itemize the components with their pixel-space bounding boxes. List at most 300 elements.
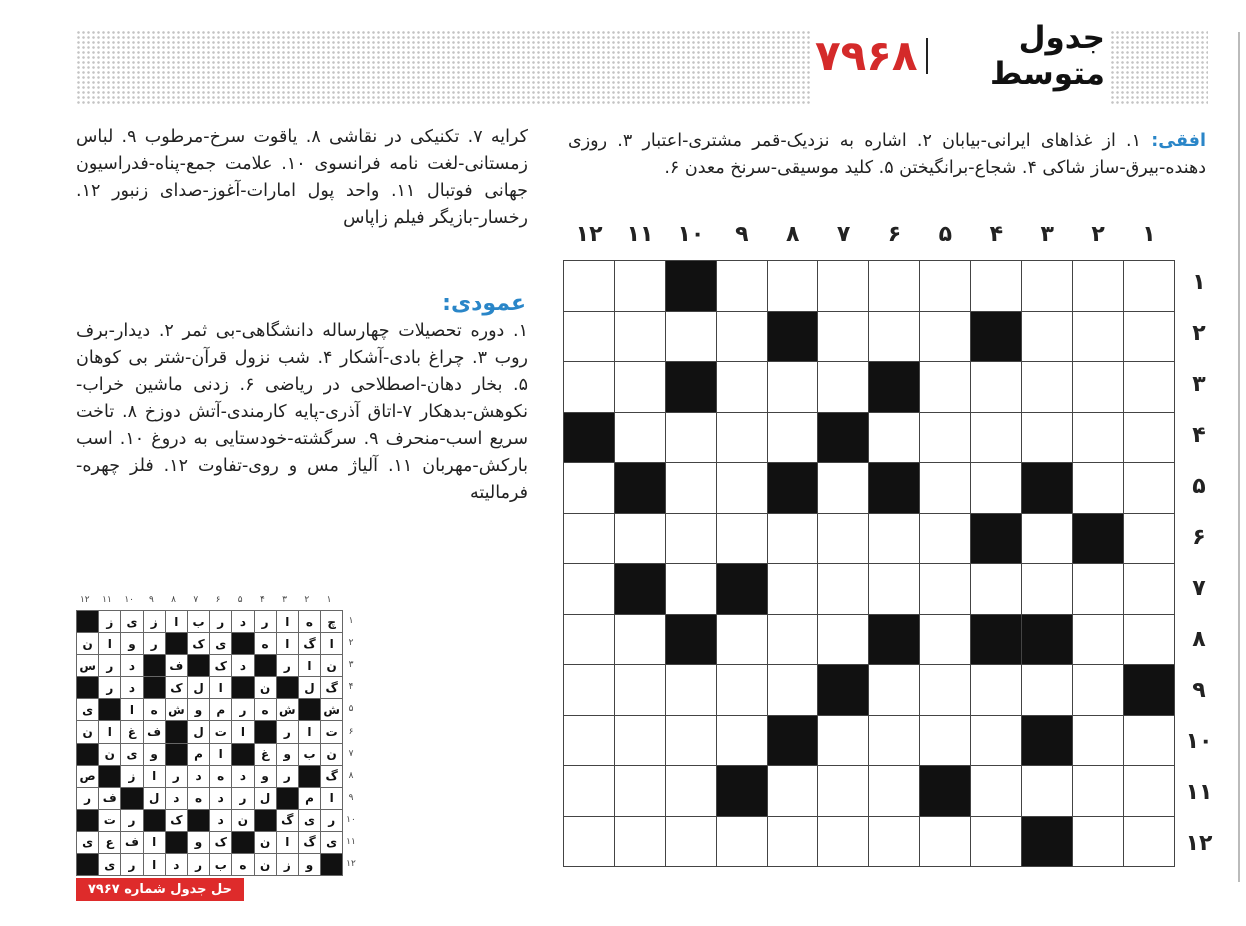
solution-cell: ا [276, 831, 298, 853]
solution-cell: د [187, 765, 209, 787]
grid-row [564, 362, 1175, 413]
solution-cell: ه [210, 765, 232, 787]
grid-cell-black [1022, 816, 1073, 867]
grid-cell[interactable] [1123, 513, 1174, 564]
solution-cell: د [232, 611, 254, 633]
solution-column-number: ۲ [304, 595, 310, 605]
grid-cell[interactable] [920, 816, 971, 867]
grid-cell-black [665, 362, 716, 413]
solution-cell: ف [99, 787, 121, 809]
solution-row [77, 611, 343, 633]
column-number: ۷ [836, 222, 851, 247]
grid-cell[interactable] [716, 362, 767, 413]
solution-cell-black [165, 721, 187, 743]
solution-cell: ه [254, 633, 276, 655]
grid-cell[interactable] [1123, 362, 1174, 413]
solution-cell: ت [99, 809, 121, 831]
solution-row-number: ۵ [348, 704, 354, 715]
solution-cell: د [232, 765, 254, 787]
column-number: ۱ [1142, 222, 1156, 247]
crossword-grid [563, 260, 1175, 867]
solution-cell: و [121, 633, 143, 655]
solution-row [77, 721, 343, 743]
solution-cell-black [276, 677, 298, 699]
grid-cell[interactable] [1072, 261, 1123, 312]
grid-cell[interactable] [716, 715, 767, 766]
grid-cell[interactable] [614, 715, 665, 766]
column-number: ۱۲ [575, 222, 603, 247]
solution-row-number: ۱۰ [346, 814, 356, 825]
grid-cell[interactable] [1123, 816, 1174, 867]
solution-cell: ب [298, 743, 320, 765]
solution-cell: ر [187, 854, 209, 876]
solution-cell: ا [298, 721, 320, 743]
row-number: ۲ [1192, 321, 1206, 346]
column-number: ۹ [735, 222, 749, 247]
grid-cell[interactable] [716, 513, 767, 564]
solution-column-number: ۴ [259, 595, 265, 605]
grid-cell[interactable] [920, 665, 971, 716]
solution-cell: ه [187, 787, 209, 809]
solution-cell: ش [321, 699, 343, 721]
grid-cell[interactable] [1022, 261, 1073, 312]
solution-row [77, 787, 343, 809]
solution-cell: ل [143, 787, 165, 809]
grid-cell[interactable] [920, 715, 971, 766]
solution-cell: ر [121, 809, 143, 831]
grid-cell[interactable] [1072, 362, 1123, 413]
solution-cell: ن [321, 655, 343, 677]
solution-cell: و [143, 743, 165, 765]
grid-cell-black [1072, 513, 1123, 564]
solution-cell-black [165, 743, 187, 765]
solution-row [77, 765, 343, 787]
grid-cell-black [564, 412, 615, 463]
solution-cell: ا [321, 633, 343, 655]
grid-cell[interactable] [869, 564, 920, 615]
solution-column-number: ۸ [171, 595, 177, 605]
column-number: ۱۱ [626, 222, 654, 247]
solution-cell-black [298, 765, 320, 787]
grid-cell[interactable] [971, 665, 1022, 716]
solution-row [77, 677, 343, 699]
solution-cell: ن [254, 831, 276, 853]
grid-cell[interactable] [564, 816, 615, 867]
solution-cell: ا [276, 611, 298, 633]
grid-cell-black [869, 614, 920, 665]
grid-cell[interactable] [716, 311, 767, 362]
solution-cell: ک [165, 677, 187, 699]
grid-row [564, 564, 1175, 615]
grid-cell[interactable] [665, 311, 716, 362]
grid-cell[interactable] [971, 412, 1022, 463]
puzzle-title: جدول متوسط [990, 20, 1105, 92]
solution-row [77, 655, 343, 677]
grid-cell[interactable] [920, 463, 971, 514]
solution-cell: ک [187, 633, 209, 655]
grid-cell[interactable] [920, 412, 971, 463]
grid-cell[interactable] [971, 362, 1022, 413]
solution-cell: ن [254, 677, 276, 699]
grid-cell[interactable] [767, 766, 818, 817]
solution-cell: چ [321, 611, 343, 633]
grid-cell[interactable] [614, 261, 665, 312]
grid-cell[interactable] [920, 614, 971, 665]
solution-cell: م [187, 743, 209, 765]
solution-row [77, 831, 343, 853]
row-number: ۸ [1192, 627, 1206, 652]
column-number: ۶ [887, 222, 902, 247]
solution-cell: ر [232, 787, 254, 809]
solution-cell: ا [143, 854, 165, 876]
solution-cell: د [210, 809, 232, 831]
grid-cell[interactable] [818, 766, 869, 817]
solution-cell: ر [77, 787, 99, 809]
solution-cell-black [77, 809, 99, 831]
solution-cell: گ [276, 809, 298, 831]
column-number: ۱۰ [677, 222, 705, 247]
grid-cell[interactable] [818, 715, 869, 766]
grid-cell[interactable] [564, 513, 615, 564]
solution-cell: ی [321, 831, 343, 853]
grid-cell[interactable] [971, 766, 1022, 817]
grid-cell[interactable] [869, 513, 920, 564]
grid-cell[interactable] [971, 463, 1022, 514]
grid-cell[interactable] [1072, 715, 1123, 766]
grid-cell[interactable] [614, 311, 665, 362]
solution-cell: ر [121, 854, 143, 876]
grid-cell[interactable] [818, 564, 869, 615]
grid-cell-black [614, 463, 665, 514]
grid-cell[interactable] [767, 412, 818, 463]
grid-cell-black [767, 715, 818, 766]
grid-cell[interactable] [1022, 311, 1073, 362]
grid-cell[interactable] [614, 665, 665, 716]
grid-cell[interactable] [564, 715, 615, 766]
grid-cell[interactable] [1072, 766, 1123, 817]
solution-column-number: ۹ [148, 595, 154, 605]
solution-cell: ر [254, 611, 276, 633]
solution-cell: و [276, 743, 298, 765]
solution-cell: م [210, 699, 232, 721]
grid-cell[interactable] [818, 261, 869, 312]
grid-cell[interactable] [869, 665, 920, 716]
solution-cell: و [254, 765, 276, 787]
solution-cell-black [77, 611, 99, 633]
solution-row [77, 854, 343, 876]
row-number: ۶ [1192, 525, 1206, 550]
solution-cell: ش [276, 699, 298, 721]
grid-row [564, 816, 1175, 867]
solution-cell: م [298, 787, 320, 809]
grid-cell-black [818, 665, 869, 716]
grid-cell[interactable] [564, 362, 615, 413]
grid-cell[interactable] [665, 412, 716, 463]
solution-cell: ف [143, 721, 165, 743]
grid-cell[interactable] [1123, 614, 1174, 665]
solution-cell: ر [276, 721, 298, 743]
grid-cell[interactable] [1072, 564, 1123, 615]
solution-cell: گ [321, 677, 343, 699]
grid-cell[interactable] [564, 261, 615, 312]
solution-cell: د [165, 854, 187, 876]
vertical-clues-text: ۱. دوره تحصیلات چهارساله دانشگاهی-بی ثمر ۲. دیدار-برف روب ۳. چراغ بادی-آشکار ۴. شب نزول قرآن-شتر بی کوهان ۵. بخار دهان-اصطلاحی در ریاضی ۶. زدنی ماشین خراب-نکوهش-بدهکار ۷-اتاق آذری-پایه کارمندی-آتش دوزخ ۸. تاخت سریع اسب-منحرف ۹. سرگشته-خودستایی به دروغ ۱۰. اسب بارکش-مهربان ۱۱. آلیاژ مس و روی-تفاوت ۱۲. فلز چهره-فرمالیته [76, 321, 529, 503]
grid-cell[interactable] [1022, 766, 1073, 817]
row-number: ۱۰ [1185, 729, 1213, 754]
grid-cell[interactable] [716, 261, 767, 312]
grid-cell[interactable] [1072, 665, 1123, 716]
solution-cell: ی [77, 699, 99, 721]
grid-row [564, 513, 1175, 564]
grid-cell[interactable] [564, 564, 615, 615]
solution-cell: ا [298, 655, 320, 677]
grid-cell-black [869, 362, 920, 413]
grid-cell[interactable] [1123, 766, 1174, 817]
grid-cell[interactable] [614, 614, 665, 665]
solution-cell: ن [254, 854, 276, 876]
grid-cell[interactable] [1072, 816, 1123, 867]
solution-cell: ت [321, 721, 343, 743]
grid-cell[interactable] [818, 614, 869, 665]
grid-cell[interactable] [1022, 665, 1073, 716]
grid-cell[interactable] [1022, 362, 1073, 413]
solution-cell-black [121, 787, 143, 809]
solution-cell: ر [321, 809, 343, 831]
header-dot-pattern-left [76, 30, 811, 106]
grid-cell[interactable] [818, 311, 869, 362]
solution-cell: ف [121, 831, 143, 853]
grid-cell[interactable] [1072, 463, 1123, 514]
grid-cell-black [716, 766, 767, 817]
grid-cell[interactable] [716, 665, 767, 716]
grid-cell-black [665, 614, 716, 665]
grid-cell-black [818, 412, 869, 463]
title-separator [926, 38, 928, 74]
solution-cell-black [232, 633, 254, 655]
grid-cell[interactable] [564, 766, 615, 817]
solution-cell-black [276, 787, 298, 809]
grid-cell[interactable] [869, 766, 920, 817]
grid-cell-black [971, 614, 1022, 665]
solution-cell: ن [77, 721, 99, 743]
grid-row [564, 261, 1175, 312]
grid-cell[interactable] [716, 463, 767, 514]
solution-cell: ک [165, 809, 187, 831]
solution-row [77, 743, 343, 765]
grid-cell[interactable] [818, 816, 869, 867]
grid-row [564, 311, 1175, 362]
grid-cell[interactable] [767, 665, 818, 716]
grid-cell[interactable] [971, 715, 1022, 766]
puzzle-number: ۷۹۶۸ [815, 31, 918, 80]
solution-cell: د [165, 787, 187, 809]
solution-cell: ا [165, 611, 187, 633]
solution-cell: ا [143, 765, 165, 787]
solution-cell-black [321, 854, 343, 876]
solution-cell: ر [99, 655, 121, 677]
grid-row [564, 614, 1175, 665]
grid-cell[interactable] [716, 412, 767, 463]
solution-column-number: ۱۲ [79, 595, 90, 605]
solution-cell-black [77, 743, 99, 765]
solution-cell-black [99, 765, 121, 787]
solution-cell: ه [143, 699, 165, 721]
grid-cell[interactable] [920, 362, 971, 413]
grid-cell-black [716, 564, 767, 615]
grid-cell[interactable] [614, 816, 665, 867]
solution-cell: ی [298, 809, 320, 831]
solution-cell-black [254, 655, 276, 677]
grid-cell-black [1022, 715, 1073, 766]
solution-column-number: ۱۰ [124, 595, 135, 605]
solution-cell: ر [210, 611, 232, 633]
grid-cell[interactable] [564, 614, 615, 665]
solution-cell: ز [99, 611, 121, 633]
grid-cell[interactable] [1123, 311, 1174, 362]
grid-cell-black [1022, 463, 1073, 514]
grid-cell[interactable] [1123, 715, 1174, 766]
grid-cell[interactable] [767, 362, 818, 413]
grid-cell[interactable] [767, 564, 818, 615]
grid-cell[interactable] [716, 614, 767, 665]
grid-cell[interactable] [869, 412, 920, 463]
solution-cell: غ [121, 721, 143, 743]
grid-cell[interactable] [920, 513, 971, 564]
grid-cell[interactable] [665, 513, 716, 564]
solution-cell: ف [165, 655, 187, 677]
grid-cell[interactable] [767, 261, 818, 312]
solution-cell: ش [165, 699, 187, 721]
page-edge-rule [1238, 32, 1240, 882]
grid-cell[interactable] [564, 463, 615, 514]
solution-cell: ن [232, 809, 254, 831]
grid-cell[interactable] [971, 816, 1022, 867]
grid-cell[interactable] [1072, 311, 1123, 362]
solution-cell: ل [298, 677, 320, 699]
grid-cell[interactable] [920, 261, 971, 312]
grid-cell[interactable] [869, 715, 920, 766]
solution-cell-black [165, 633, 187, 655]
grid-cell[interactable] [1072, 614, 1123, 665]
grid-cell[interactable] [1022, 412, 1073, 463]
solution-cell-black [232, 743, 254, 765]
solution-cell: ک [210, 655, 232, 677]
grid-cell[interactable] [614, 766, 665, 817]
row-number: ۱۱ [1185, 780, 1213, 805]
solution-cell: ا [143, 831, 165, 853]
grid-row [564, 766, 1175, 817]
grid-cell[interactable] [1123, 261, 1174, 312]
solution-cell-black [232, 831, 254, 853]
solution-row [77, 699, 343, 721]
grid-cell[interactable] [818, 362, 869, 413]
grid-cell[interactable] [818, 463, 869, 514]
horizontal-clues-continued-text: کرایه ۷. تکنیکی در نقاشی ۸. یاقوت سرخ-مرطوب ۹. لباس زمستانی-لغت نامه فرانسوی ۱۰. علامت جمع-پناه-فدراسیون جهانی فوتبال ۱۱. واحد پول امارات-آغوز-صدای زنبور ۱۲. رخسار-بازیگر فیلم زاپاس [76, 127, 528, 228]
solution-cell: ز [143, 611, 165, 633]
column-number: ۳ [1040, 222, 1054, 247]
grid-cell[interactable] [665, 766, 716, 817]
solution-cell: ر [232, 699, 254, 721]
horizontal-clues-text: ۱. از غذاهای ایرانی-بیابان ۲. اشاره به نزدیک-قمر مشتری-اعتبار ۳. روزی دهنده-بیرق-ساز شاکی ۴. شجاع-برانگیختن ۵. کلید موسیقی-سرنخ معدن ۶. [568, 131, 1206, 178]
grid-row [564, 463, 1175, 514]
solution-cell: گ [298, 633, 320, 655]
grid-cell[interactable] [665, 816, 716, 867]
grid-cell[interactable] [614, 362, 665, 413]
solution-cell: ه [232, 854, 254, 876]
solution-cell: ا [99, 721, 121, 743]
vertical-label: عمودی: [442, 291, 526, 316]
header-dot-pattern-right [1110, 30, 1208, 106]
grid-cell[interactable] [920, 311, 971, 362]
row-number: ۹ [1192, 678, 1206, 703]
grid-cell-black [920, 766, 971, 817]
solution-cell: ع [99, 831, 121, 853]
grid-cell[interactable] [1072, 412, 1123, 463]
grid-cell[interactable] [767, 513, 818, 564]
solution-column-number: ۷ [193, 595, 199, 605]
solution-cell: ی [210, 633, 232, 655]
grid-cell[interactable] [614, 412, 665, 463]
solution-cell: ه [298, 611, 320, 633]
solution-cell-black [99, 699, 121, 721]
grid-cell[interactable] [971, 261, 1022, 312]
solution-cell: ا [99, 633, 121, 655]
grid-cell[interactable] [716, 816, 767, 867]
grid-cell[interactable] [614, 513, 665, 564]
grid-cell[interactable] [1022, 513, 1073, 564]
solution-row-number: ۲ [348, 638, 354, 649]
grid-cell[interactable] [971, 564, 1022, 615]
solution-cell-black [143, 809, 165, 831]
solution-cell-black [232, 677, 254, 699]
grid-cell[interactable] [665, 665, 716, 716]
grid-cell[interactable] [564, 665, 615, 716]
solution-row-number: ۸ [348, 770, 354, 781]
grid-cell[interactable] [665, 564, 716, 615]
grid-cell[interactable] [1123, 463, 1174, 514]
grid-cell[interactable] [869, 816, 920, 867]
solution-column-number: ۱۱ [102, 595, 112, 605]
solution-cell: ا [232, 721, 254, 743]
solution-cell-black [187, 655, 209, 677]
solution-row-number: ۱ [348, 616, 354, 626]
grid-cell[interactable] [767, 614, 818, 665]
horizontal-clues [568, 128, 1206, 182]
solution-cell: ن [321, 743, 343, 765]
solution-cell: ر [99, 677, 121, 699]
grid-cell[interactable] [869, 311, 920, 362]
grid-cell[interactable] [1123, 412, 1174, 463]
grid-cell[interactable] [665, 463, 716, 514]
grid-cell-black [869, 463, 920, 514]
grid-cell[interactable] [818, 513, 869, 564]
grid-cell[interactable] [1123, 564, 1174, 615]
solution-cell-black [254, 721, 276, 743]
grid-cell-black [767, 311, 818, 362]
column-number: ۲ [1091, 222, 1105, 247]
grid-cell[interactable] [920, 564, 971, 615]
grid-cell[interactable] [564, 311, 615, 362]
solution-cell: ز [121, 765, 143, 787]
grid-cell-black [1123, 665, 1174, 716]
grid-cell[interactable] [665, 715, 716, 766]
grid-cell[interactable] [767, 816, 818, 867]
grid-cell[interactable] [1022, 564, 1073, 615]
grid-cell[interactable] [869, 261, 920, 312]
horizontal-clues-continued [76, 124, 528, 232]
solution-cell: ی [121, 611, 143, 633]
solution-cell: ب [210, 854, 232, 876]
